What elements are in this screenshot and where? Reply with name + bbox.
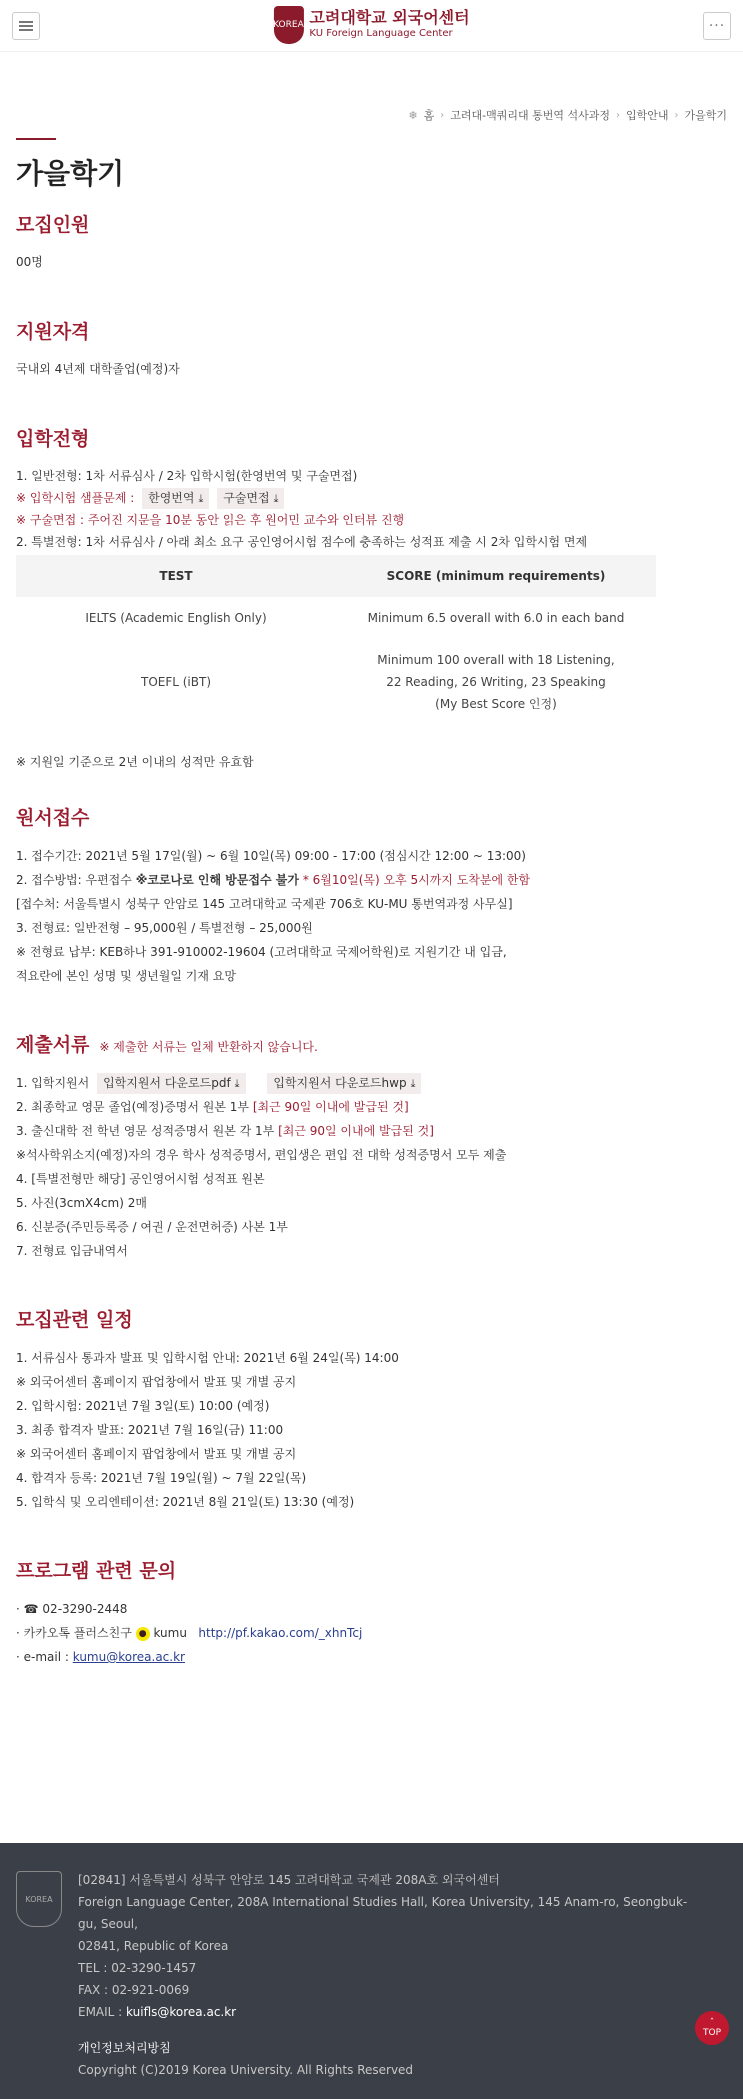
table-cell: TOEFL (iBT)	[140, 675, 212, 689]
table-cell: Minimum 6.5 overall with 6.0 in each band	[367, 611, 625, 625]
list-item: 적요란에 본인 성명 및 생년월일 기재 요망	[16, 969, 236, 983]
university-emblem-icon: KOREA	[273, 6, 303, 44]
table-header-row	[16, 555, 656, 597]
section-application	[16, 803, 656, 988]
scroll-top-button[interactable]	[695, 2011, 729, 2045]
sample-interview-download[interactable]: 구술면접 ⤓	[217, 488, 284, 509]
header	[0, 0, 743, 52]
documents-note: ※ 제출한 서류는 일체 반환하지 않습니다.	[99, 1040, 318, 1054]
section-documents	[16, 1030, 656, 1263]
admission-general: 1. 일반전형: 1차 서류심사 / 2차 입학시험(한영번역 및 구술면접)	[16, 469, 358, 483]
documents-list	[16, 1071, 656, 1263]
list-item: 3. 전형료: 일반전형 – 95,000원 / 특별전형 – 25,000원	[16, 921, 313, 935]
contact-email: · e-mail : kumu@korea.ac.kr	[16, 1650, 185, 1664]
list-item: 5. 입학식 및 오리엔테이션: 2021년 8월 21일(토) 13:30 (예정)	[16, 1495, 355, 1509]
application-list	[16, 844, 656, 988]
chevron-up-icon: ˆ	[709, 2018, 715, 2028]
list-item: ※ 외국어센터 홈페이지 팝업창에서 발표 및 개별 공지	[16, 1375, 297, 1389]
list-item: 2. 최종학교 영문 졸업(예정)증명서 원본 1부 [최근 90일 이내에 발급된 것]	[16, 1100, 409, 1114]
table-header: SCORE (minimum requirements)	[336, 555, 656, 597]
section-title: 입학전형	[16, 428, 90, 450]
table-row	[16, 639, 656, 725]
sample-questions-row	[16, 487, 656, 509]
footer-address-en: 02841, Republic of Korea	[78, 1939, 229, 1953]
list-item: 2. 입학시험: 2021년 7월 3일(토) 10:00 (예정)	[16, 1399, 270, 1413]
breadcrumb-home[interactable]: 홈	[423, 109, 435, 122]
copyright: Copyright (C)2019 Korea University. All Rights Reserved	[78, 2063, 414, 2077]
section-recruit	[16, 210, 656, 273]
sample-translation-download[interactable]: 한영번역 ⤓	[142, 488, 209, 509]
score-line: 22 Reading, 26 Writing, 23 Speaking	[386, 675, 606, 689]
logo-title-ko: 고려대학교 외국어센터	[309, 8, 470, 27]
download-icon: ⤓	[234, 1077, 240, 1090]
list-item: 1. 접수기간: 2021년 5월 17일(월) ~ 6월 10일(목) 09:00 - 17:00 (점심시간 12:00 ~ 13:00)	[16, 849, 526, 863]
site-logo[interactable]	[273, 6, 469, 44]
footer-email: EMAIL : kuifls@korea.ac.kr	[78, 2005, 237, 2019]
section-title: 원서접수	[16, 807, 90, 829]
kakao-icon: ●	[136, 1627, 150, 1641]
list-item: 4. 합격자 등록: 2021년 7월 19일(월) ~ 7월 22일(목)	[16, 1471, 307, 1485]
list-item: [접수처: 서울특별시 성북구 안암로 145 고려대학교 국제관 706호 KU-MU 통번역과정 사무실]	[16, 897, 513, 911]
breadcrumb	[408, 107, 727, 123]
section-title-row	[16, 1030, 656, 1057]
list-item: 1. 입학지원서 입학지원서 다운로드pdf ⤓ 입학지원서 다운로드hwp ⤓	[16, 1071, 656, 1095]
list-item: 1. 서류심사 통과자 발표 및 입학시험 안내: 2021년 6월 24일(목) 14:00	[16, 1351, 399, 1365]
qualification-value: 국내외 4년제 대학졸업(예정)자	[16, 362, 180, 376]
section-title: 모집관련 일정	[16, 1309, 133, 1331]
list-item: 2. 접수방법: 우편접수 ※코로나로 인해 방문접수 불가 * 6월10일(목) 오후 5시까지 도착분에 한함	[16, 873, 531, 887]
section-title: 제출서류	[16, 1034, 90, 1056]
download-icon: ⤓	[410, 1077, 416, 1090]
breadcrumb-separator: ›	[674, 109, 679, 121]
home-icon[interactable]: ❄	[408, 108, 418, 122]
footer	[0, 1843, 743, 2099]
contact-phone: · ☎ 02-3290-2448	[16, 1602, 128, 1616]
section-contact	[16, 1556, 656, 1669]
footer-address-en: Foreign Language Center, 208A International Studies Hall, Korea University, 145 Anam-ro, Seongbuk-gu, Seoul,	[78, 1895, 688, 1931]
footer-tel: TEL : 02-3290-1457	[78, 1961, 197, 1975]
phone-icon: ☎	[23, 1602, 39, 1616]
list-item: ※석사학위소지(예정)자의 경우 학사 성적증명서, 편입생은 편입 전 대학 성적증명서 모두 제출	[16, 1148, 507, 1162]
score-table	[16, 555, 656, 725]
list-item: 7. 전형료 입금내역서	[16, 1244, 128, 1258]
list-item: 3. 출신대학 전 학년 영문 성적증명서 원본 각 1부 [최근 90일 이내에 발급된 것]	[16, 1124, 434, 1138]
list-item: 3. 최종 합격자 발표: 2021년 7월 16일(금) 11:00	[16, 1423, 284, 1437]
contact-list	[16, 1597, 656, 1669]
table-cell	[336, 639, 656, 725]
more-options-button[interactable]	[703, 12, 731, 40]
privacy-policy-link[interactable]: 개인정보처리방침	[78, 2041, 171, 2055]
breadcrumb-program[interactable]: 고려대-맥쿼리대 통번역 석사과정	[450, 109, 610, 122]
title-decoration	[16, 138, 56, 140]
email-link[interactable]: kumu@korea.ac.kr	[72, 1650, 185, 1664]
section-schedule	[16, 1305, 656, 1514]
more-dots-icon: ···	[708, 18, 726, 34]
logo-title-en: KU Foreign Language Center	[309, 28, 453, 39]
footer-emblem-icon: KOREA	[16, 1871, 62, 1927]
breadcrumb-separator: ›	[615, 109, 620, 121]
list-item: 4. [특별전형만 해당] 공인영어시험 성적표 원본	[16, 1172, 265, 1186]
footer-address-ko: [02841] 서울특별시 성북구 안암로 145 고려대학교 국제관 208A호 외국어센터	[78, 1873, 500, 1887]
section-title: 모집인원	[16, 214, 90, 236]
score-line: (My Best Score 인정)	[435, 697, 557, 711]
section-admission	[16, 424, 656, 773]
download-icon: ⤓	[273, 492, 279, 505]
table-header: TEST	[16, 555, 336, 597]
application-pdf-download[interactable]: 입학지원서 다운로드pdf ⤓	[97, 1073, 245, 1094]
recruit-value: 00명	[16, 255, 43, 269]
list-item: 5. 사진(3cmX4cm) 2매	[16, 1196, 147, 1210]
list-item: 6. 신분증(주민등록증 / 여권 / 운전면허증) 사본 1부	[16, 1220, 288, 1234]
sample-label: ※ 입학시험 샘플문제 :	[16, 491, 135, 505]
table-cell: IELTS (Academic English Only)	[85, 611, 267, 625]
application-hwp-download[interactable]: 입학지원서 다운로드hwp ⤓	[267, 1073, 421, 1094]
hamburger-icon	[19, 25, 33, 27]
list-item: ※ 전형료 납부: KEB하나 391-910002-19604 (고려대학교 국제어학원)로 지원기간 내 입금,	[16, 945, 507, 959]
footer-info	[78, 1869, 698, 2081]
admission-special: 2. 특별전형: 1차 서류심사 / 아래 최소 요구 공인영어시험 점수에 충족하는 성적표 제출 시 2차 입학시험 면제	[16, 535, 588, 549]
breadcrumb-admission[interactable]: 입학안내	[625, 109, 669, 122]
top-label: TOP	[702, 2028, 721, 2038]
footer-fax: FAX : 02-921-0069	[78, 1983, 190, 1997]
section-title: 프로그램 관련 문의	[16, 1560, 177, 1582]
validity-note: ※ 지원일 기준으로 2년 이내의 성적만 유효함	[16, 755, 254, 769]
list-item: ※ 외국어센터 홈페이지 팝업창에서 발표 및 개별 공지	[16, 1447, 297, 1461]
section-title: 지원자격	[16, 321, 90, 343]
oral-interview-note: ※ 구술면접 : 주어진 지문을 10분 동안 읽은 후 원어민 교수와 인터뷰 진행	[16, 513, 405, 527]
table-row	[16, 597, 656, 639]
breadcrumb-separator: ›	[440, 109, 445, 121]
main-content	[16, 210, 656, 1713]
kakao-link[interactable]: http://pf.kakao.com/_xhnTcj	[198, 1626, 363, 1640]
contact-kakao: · 카카오톡 플러스친구 ● kumu http://pf.kakao.com/_xhnTcj	[16, 1626, 363, 1640]
menu-button[interactable]	[12, 12, 40, 40]
download-icon: ⤓	[198, 492, 204, 505]
schedule-list	[16, 1346, 656, 1514]
page-title: 가을학기	[16, 157, 125, 190]
breadcrumb-current: 가을학기	[684, 109, 727, 122]
score-line: Minimum 100 overall with 18 Listening,	[377, 653, 615, 667]
section-qualification	[16, 317, 656, 380]
